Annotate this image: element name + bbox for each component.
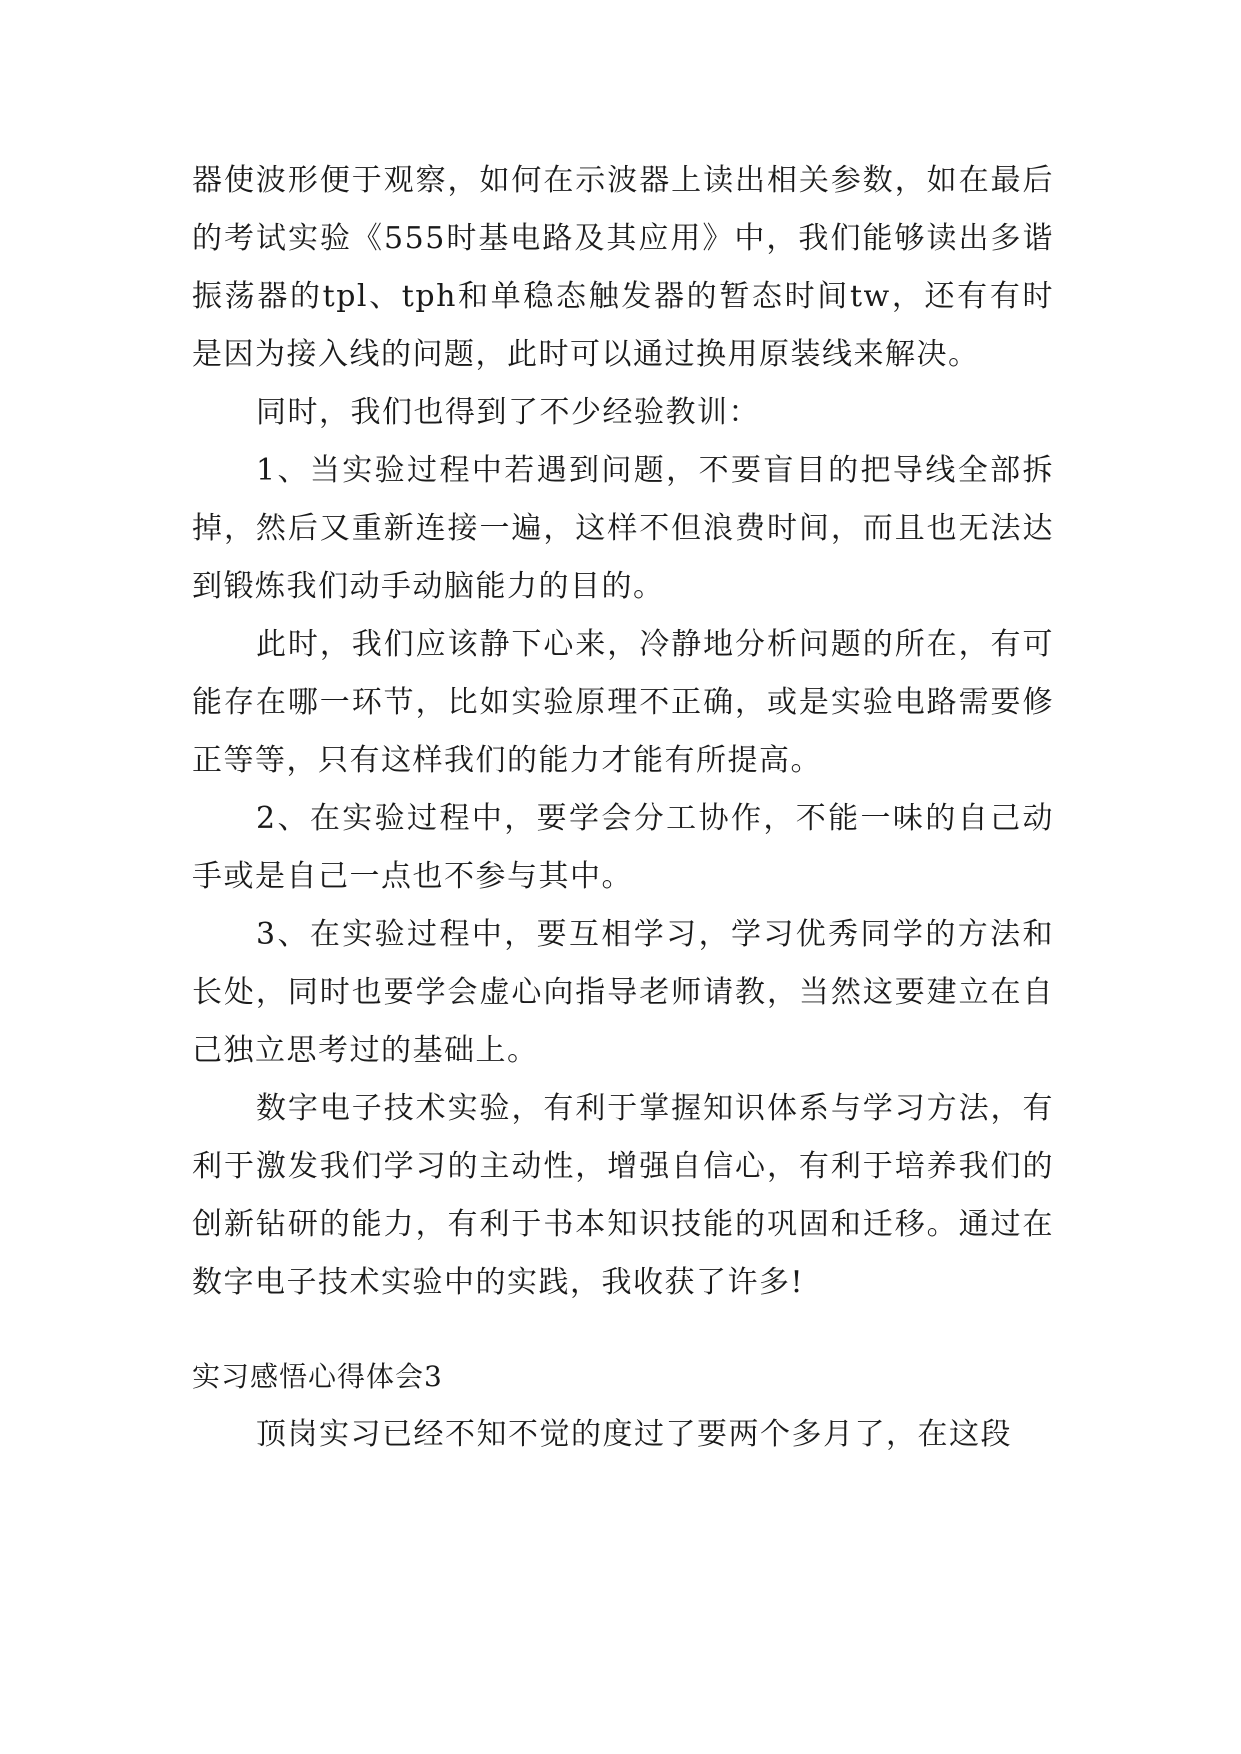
paragraph-lesson-1: 1、当实验过程中若遇到问题，不要盲目的把导线全部拆掉，然后又重新连接一遍，这样不但浪费时间，而且也无法达到锻炼我们动手动脑能力的目的。 [192, 453, 1054, 604]
document-page [192, 152, 1054, 1464]
paragraph-conclusion: 数字电子技术实验，有利于掌握知识体系与学习方法，有利于激发我们学习的主动性，增强自信心，有利于培养我们的创新钻研的能力，有利于书本知识技能的巩固和迁移。通过在数字电子技术实验中的实践，我收获了许多! [192, 1091, 1054, 1300]
paragraph-lesson-2: 2、在实验过程中，要学会分工协作，不能一味的自己动手或是自己一点也不参与其中。 [192, 801, 1054, 894]
section-paragraph: 顶岗实习已经不知不觉的度过了要两个多月了，在这段 [256, 1417, 1012, 1452]
paragraph-lesson-1-detail: 此时，我们应该静下心来，冷静地分析问题的所在，有可能存在哪一环节，比如实验原理不正确，或是实验电路需要修正等等，只有这样我们的能力才能有所提高。 [192, 627, 1054, 778]
paragraph-lessons-intro: 同时，我们也得到了不少经验教训： [256, 395, 760, 430]
paragraph-lesson-3: 3、在实验过程中，要互相学习，学习优秀同学的方法和长处，同时也要学会虚心向指导老师请教，当然这要建立在自己独立思考过的基础上。 [192, 917, 1054, 1068]
paragraph-continuation: 器使波形便于观察，如何在示波器上读出相关参数，如在最后的考试实验《555时基电路及其应用》中，我们能够读出多谐振荡器的tpl、tph和单稳态触发器的暂态时间tw，还有有时是因为接入线的问题，此时可以通过换用原装线来解决。 [192, 163, 1054, 372]
section-title: 实习感悟心得体会3 [192, 1360, 443, 1393]
